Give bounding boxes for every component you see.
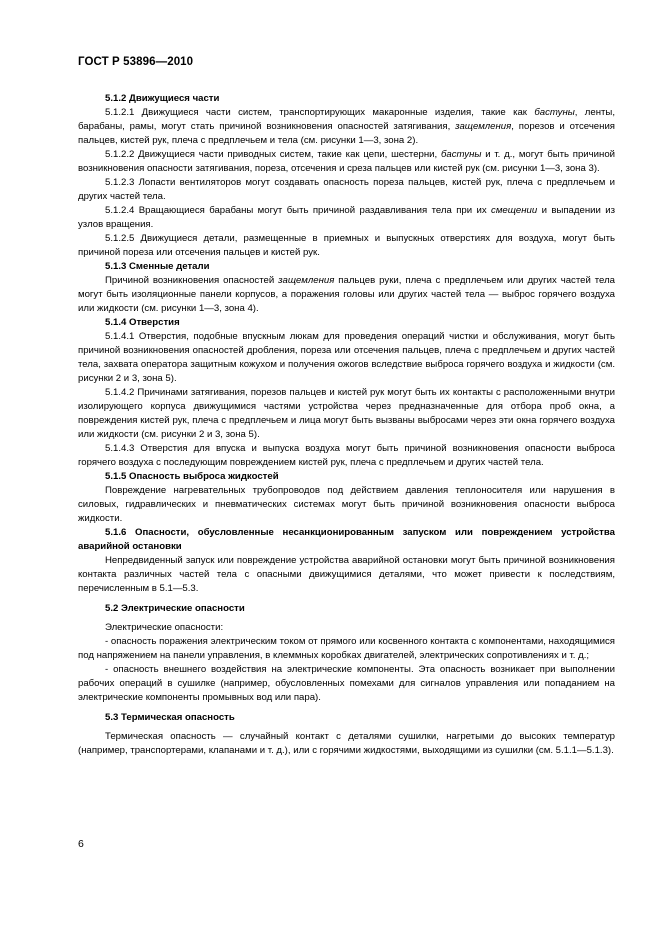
section-heading-5-2: 5.2 Электрические опасности <box>105 603 245 614</box>
section-heading-5-1-2: 5.1.2 Движущиеся части <box>105 93 220 104</box>
section-heading-5-1-3: 5.1.3 Сменные детали <box>105 261 210 272</box>
paragraph-5-1-2-4: 5.1.2.4 Вращающиеся барабаны могут быть причиной раздавливания тела при их смещении и выпадении из узлов вращения. <box>78 205 615 230</box>
paragraph-5-1-3: Причиной возникновения опасностей защемления пальцев руки, плеча с предплечьем или других частей тела могут быть изоляционные панели корпусов, а поражения головы или других частей тела — выброс горячего воздуха или жидкости (см. рисунки 1—3, зона 4). <box>78 275 615 314</box>
list-item-5-2-1: - опасность поражения электрическим током от прямого или косвенного контакта с компонентами, находящимися под напряжением на панели управления, в клеммных коробках двигателей, электрических сопротивлениях и т. д.; <box>78 636 615 661</box>
paragraph-5-1-4-3: 5.1.4.3 Отверстия для впуска и выпуска воздуха могут быть причиной возникновения опасности выброса горячего воздуха с последующим повреждением кистей рук, плеча с предплечьем и других частей тела. <box>78 443 615 468</box>
section-heading-5-3: 5.3 Термическая опасность <box>105 712 235 723</box>
list-item-5-2-2: - опасность внешнего воздействия на электрические компоненты. Эта опасность возникает при выполнении рабочих операций в сушилке (например, обусловленных помехами для сигналов управления или попаданием на электрические компоненты промывных вод или пара). <box>78 664 615 703</box>
document-body <box>78 92 615 758</box>
section-heading-5-1-4: 5.1.4 Отверстия <box>105 317 180 328</box>
page-number: 6 <box>78 838 84 850</box>
paragraph-5-1-2-3: 5.1.2.3 Лопасти вентиляторов могут создавать опасность пореза пальцев, кистей рук, плеча с предплечьем и других частей тела. <box>78 177 615 202</box>
paragraph-5-1-2-5: 5.1.2.5 Движущиеся детали, размещенные в приемных и выпускных отверстиях для воздуха, могут быть причиной пореза или отсечения пальцев и кистей рук. <box>78 233 615 258</box>
section-heading-5-1-5: 5.1.5 Опасность выброса жидкостей <box>105 471 279 482</box>
paragraph-5-1-6: Непредвиденный запуск или повреждение устройства аварийной остановки могут быть причиной возникновения контакта различных частей тела с опасными движущимися деталями, что может привести к последствиям, перечисленным в 5.1—5.3. <box>78 555 615 594</box>
paragraph-5-1-5: Повреждение нагревательных трубопроводов под действием давления теплоносителя или нарушения в силовых, гидравлических и пневматических системах могут быть причиной возникновения опасности выброса жидкости. <box>78 485 615 524</box>
paragraph-5-3: Термическая опасность — случайный контакт с деталями сушилки, нагретыми до высоких температур (например, транспортерами, клапанами и т. д.), или с горячими жидкостями, выходящими из сушилки (см. 5.1.1—5.1.3). <box>78 731 615 756</box>
paragraph-5-1-2-2: 5.1.2.2 Движущиеся части приводных систем, такие как цепи, шестерни, бастуны и т. д., могут быть причиной возникновения опасности затягивания, пореза, отсечения и среза пальцев или кистей рук (см. рисунки 1—3, зона 3). <box>78 149 616 174</box>
paragraph-5-2-intro: Электрические опасности: <box>105 622 224 633</box>
paragraph-5-1-4-1: 5.1.4.1 Отверстия, подобные впускным люкам для проведения операций чистки и обслуживания, могут быть причиной возникновения опасностей дробления, пореза или отсечения пальцев, плеча с предплечьем и других частей тела, захвата оператора защитным кожухом и получения ожогов вследствие выброса горячего воздуха и жидкости (см. рисунки 2 и 3, зона 5). <box>78 331 615 384</box>
paragraph-5-1-4-2: 5.1.4.2 Причинами затягивания, порезов пальцев и кистей рук могут быть их контакты с расположенными внутри изолирующего корпуса движущимися частями устройства через предназначенные для отбора проб окна, а повреждения кистей рук, плеча с предплечьем и лица могут быть вызваны выбросами через эти окна горячего воздуха или жидкости (см. рисунки 2 и 3, зона 5). <box>78 387 615 440</box>
paragraph-5-1-2-1: 5.1.2.1 Движущиеся части систем, транспортирующих макаронные изделия, такие как бастуны, ленты, барабаны, рамы, могут стать причиной возникновения опасностей затягивания, защемления, порезов и отсечения пальцев, кистей рук, плеча с предплечьем и тела (см. рисунки 1—3, зона 2). <box>78 107 615 146</box>
section-heading-5-1-6: 5.1.6 Опасности, обусловленные несанкционированным запуском или повреждением устройства аварийной остановки <box>78 527 615 552</box>
page-header: ГОСТ Р 53896—2010 <box>78 56 194 68</box>
